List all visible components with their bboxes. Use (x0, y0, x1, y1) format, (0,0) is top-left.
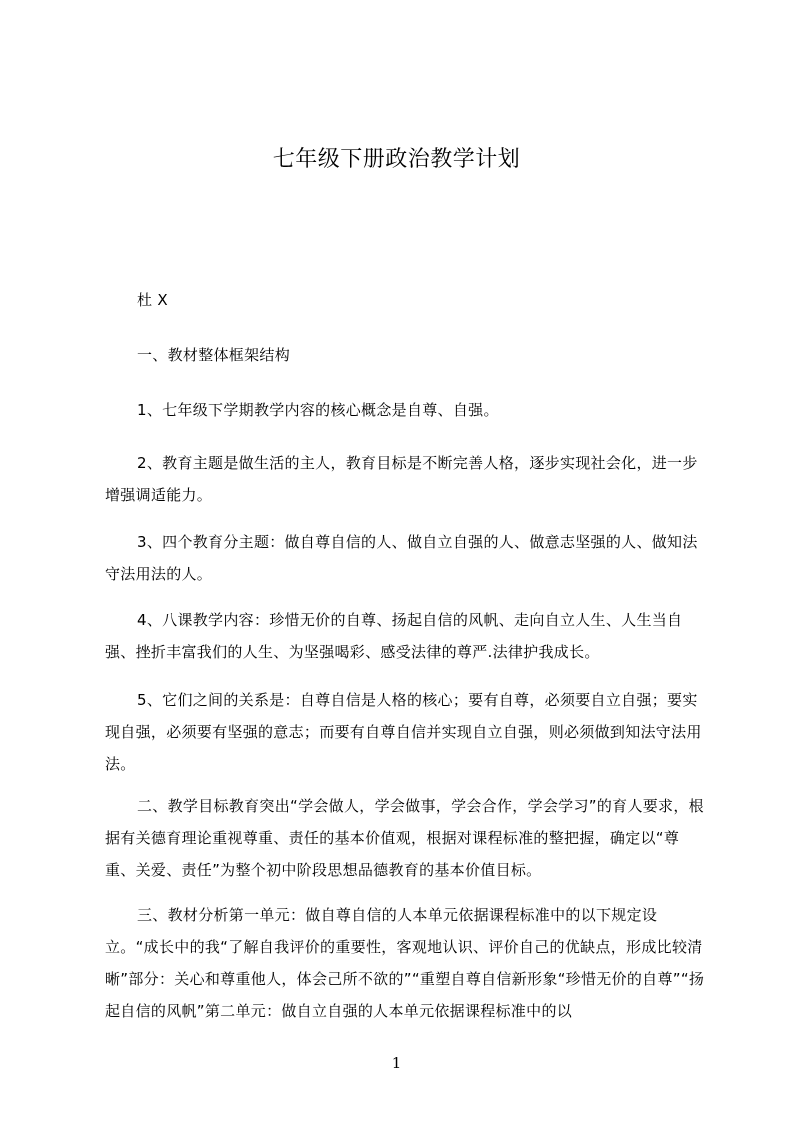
section-2-paragraph: 二、教学目标教育突出“学会做人，学会做事，学会合作，学会学习”的育人要求，根据有关德育理论重视尊重、责任的基本价值观，根据对课程标准的整把握，确定以“尊重、关爱、责任”为整个初中阶段思想品德教育的基本价值目标。 (105, 797, 704, 879)
page-number: 1 (391, 1054, 402, 1072)
paragraph-item-1: 1、七年级下学期教学内容的核心概念是自尊、自强。 (137, 401, 499, 419)
paragraph-item-3: 3、四个教育分主题：做自尊自信的人、做自立自强的人、做意志坚强的人、做知法守法用法的人。 (105, 533, 698, 583)
paragraph-item-4: 4、八课教学内容：珍惜无价的自尊、扬起自信的风帆、走向自立人生、人生当自强、挫折丰富我们的人生、为坚强喝彩、感受法律的尊严.法律护我成长。 (105, 611, 683, 661)
section-heading-1: 一、教材整体框架结构 (137, 346, 291, 364)
paragraph-item-2: 2、教育主题是做生活的主人，教育目标是不断完善人格，逐步实现社会化，进一步增强调适能力。 (105, 454, 698, 504)
author-line: 杜 X (137, 291, 168, 309)
paragraph-item-5: 5、它们之间的关系是：自尊自信是人格的核心；要有自尊，必须要自立自强；要实现自强，必须要有坚强的意志；而要有自尊自信并实现自立自强，则必须做到知法守法用法。 (105, 691, 702, 773)
document-title: 七年级下册政治教学计划 (272, 147, 521, 172)
section-3-paragraph: 三、教材分析第一单元：做自尊自信的人本单元依据课程标准中的以下规定设立。“成长中的我“了解自我评价的重要性，客观地认识、评价自己的优缺点，形成比较清晰”部分：关心和尊重他人，体会己所不欲的”“重塑自尊自信新形象“珍惜无价的自尊”“扬起自信的风帆”第二单元：做自立自强的人本单元依据课程标准中的以 (105, 906, 705, 1020)
